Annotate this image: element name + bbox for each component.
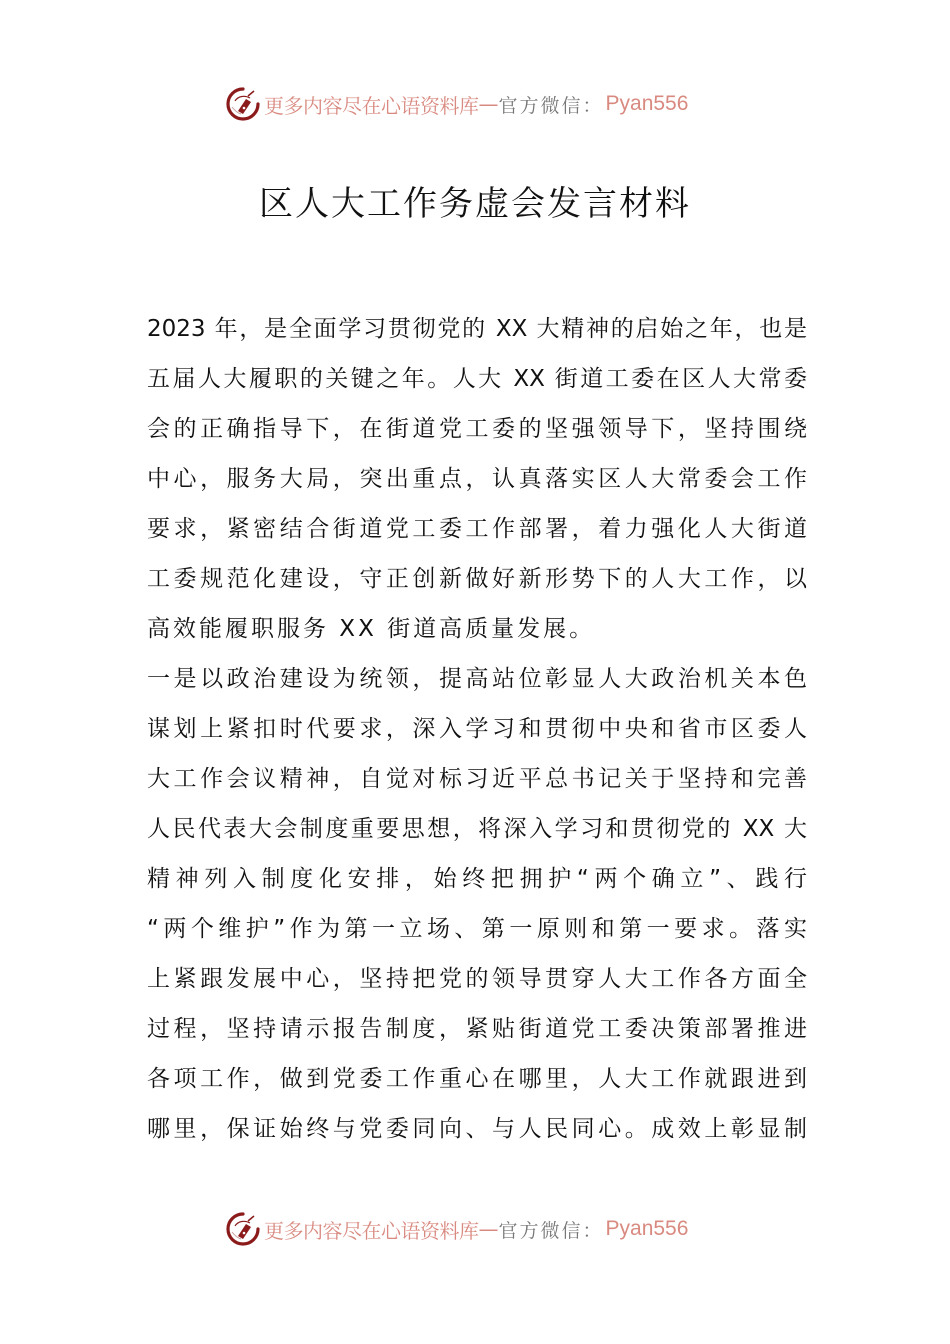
watermark-dash: — [478,92,499,116]
body-line: 高效能履职服务 XX 街道高质量发展。 [147,616,596,642]
watermark-wechat-label: 官方微信： [498,94,604,117]
body-line: 大工作会议精神，自觉对标习近平总书记关于坚持和完善 [147,766,807,792]
watermark-slogan: 更多内容尽在心语资料库 [264,1218,479,1243]
body-line: 中心，服务大局，突出重点，认真落实区人大常委会工作 [147,466,807,492]
body-line: 哪里，保证始终与党委同向、与人民同心。成效上彰显制 [147,1116,807,1142]
watermark-wechat-id: Pyan556 [605,92,689,115]
body-line: 工委规范化建设，守正创新做好新形势下的人大工作，以 [147,566,807,592]
pen-nib-circle-icon [226,87,260,121]
body-line: 上紧跟发展中心，坚持把党的领导贯穿人大工作各方面全 [147,966,807,992]
document-body [147,309,807,1159]
body-line: 五届人大履职的关键之年。人大 XX 街道工委在区人大常委 [147,366,807,392]
body-line: 过程，坚持请示报告制度，紧贴街道党工委决策部署推进 [147,1016,807,1042]
watermark-dash: — [478,1217,499,1241]
body-line: 精神列入制度化安排，始终把拥护“两个确立”、践行 [147,866,807,892]
document-title: 区人大工作务虚会发言材料 [259,184,691,224]
body-line: 2023 年，是全面学习贯彻党的 XX 大精神的启始之年，也是 [147,316,807,342]
watermark-wechat-label: 官方微信： [498,1219,604,1242]
header-watermark [226,86,726,122]
body-line: 人民代表大会制度重要思想，将深入学习和贯彻党的 XX 大 [147,816,807,842]
watermark-slogan: 更多内容尽在心语资料库 [264,93,479,118]
body-line: 谋划上紧扣时代要求，深入学习和贯彻中央和省市区委人 [147,716,807,742]
footer-watermark [226,1211,726,1247]
body-line: 会的正确指导下，在街道党工委的坚强领导下，坚持围绕 [147,416,807,442]
body-line: 要求，紧密结合街道党工委工作部署，着力强化人大街道 [147,516,807,542]
watermark-wechat-id: Pyan556 [605,1217,689,1240]
body-line: “两个维护”作为第一立场、第一原则和第一要求。落实 [147,916,807,942]
body-line: 一是以政治建设为统领，提高站位彰显人大政治机关本色 [147,666,807,692]
body-line: 各项工作，做到党委工作重心在哪里，人大工作就跟进到 [147,1066,807,1092]
pen-nib-circle-icon [226,1212,260,1246]
